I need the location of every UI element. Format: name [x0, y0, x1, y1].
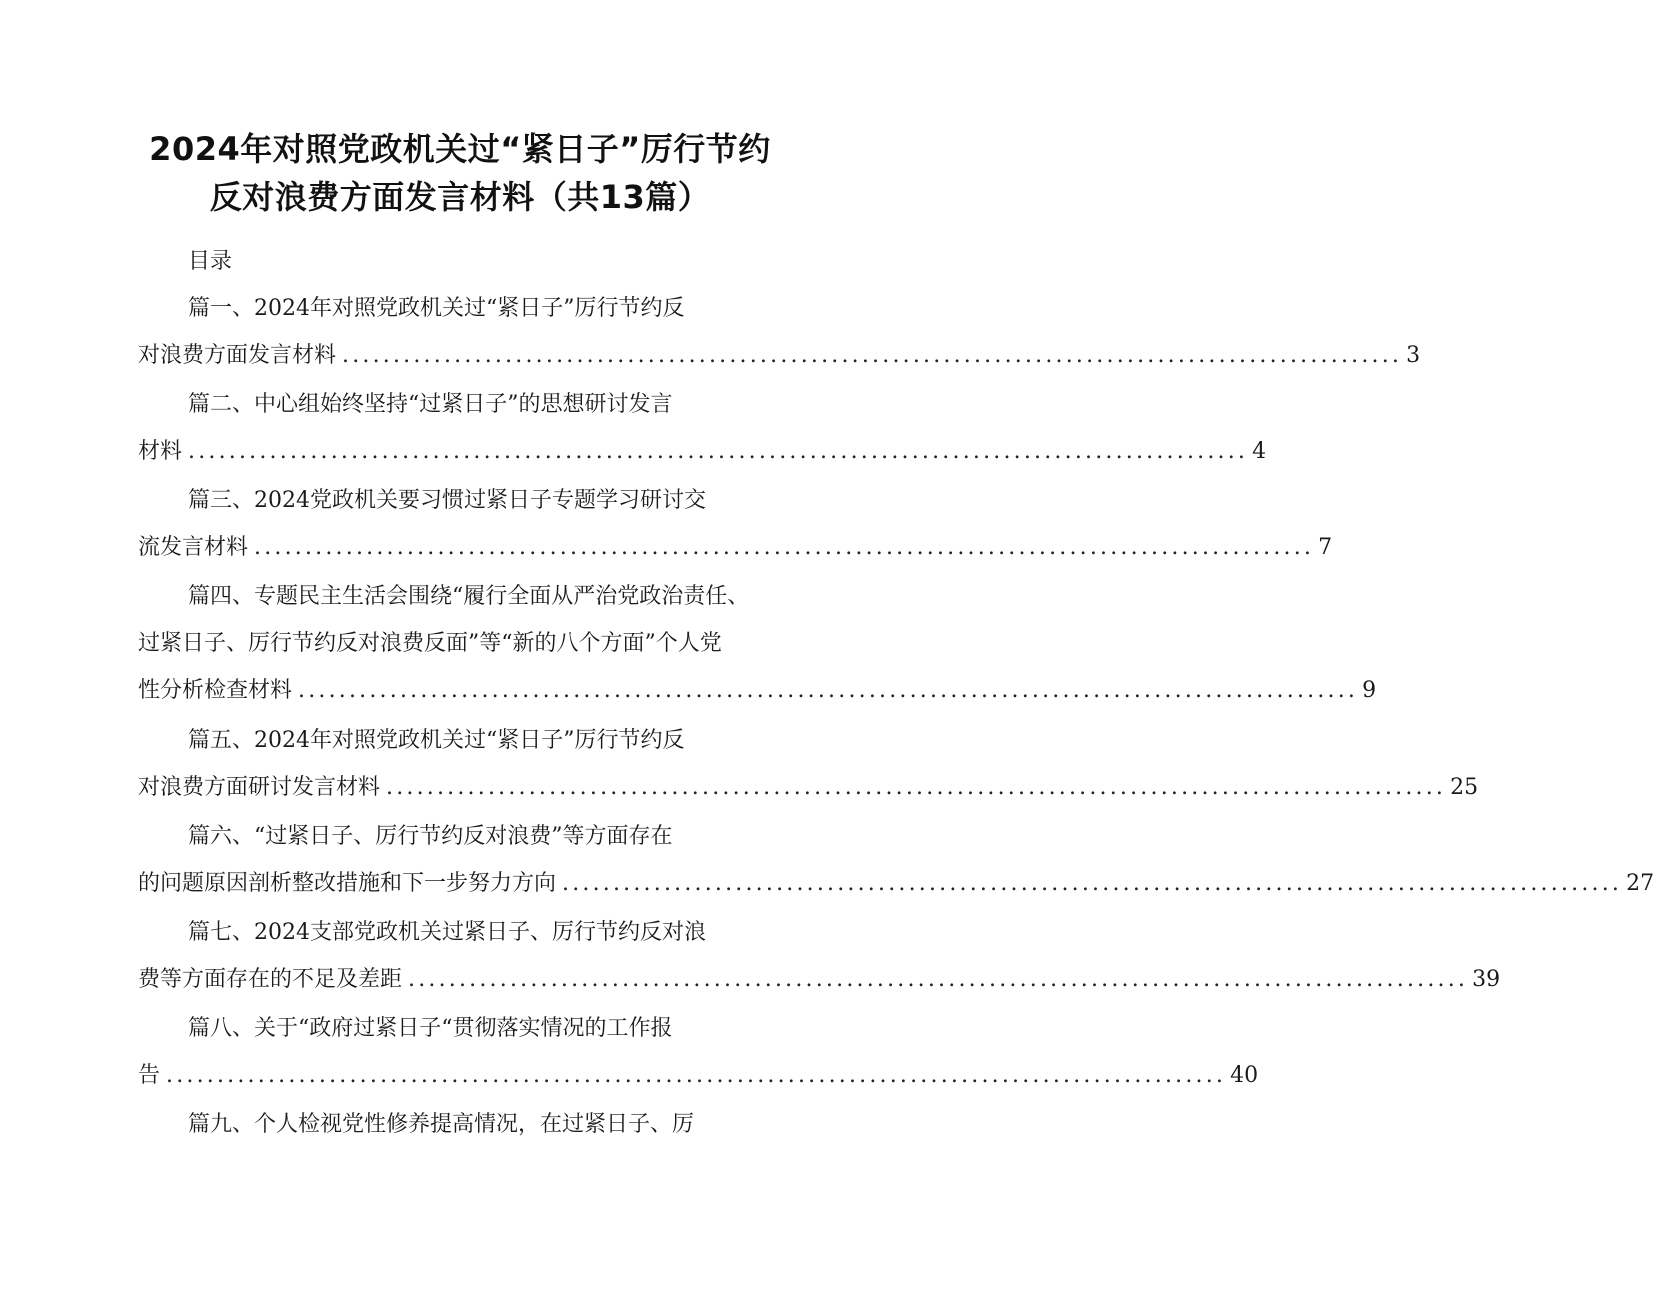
leader-dots: ........................................................................................................: [298, 678, 1359, 703]
toc-entry-1-text: 对浪费方面发言材料: [138, 343, 337, 368]
toc-entry-7-line-1[interactable]: 篇七、2024支部党政机关过紧日子、厉行节约反对浪: [188, 920, 706, 945]
leader-dots: ........................................................................................................: [562, 871, 1623, 896]
toc-entry-5-page: 25: [1450, 775, 1479, 800]
toc-entry-2-line-1[interactable]: 篇二、中心组始终坚持“过紧日子”的思想研讨发言: [188, 392, 673, 417]
toc-entry-3-last-line[interactable]: [138, 533, 1333, 563]
toc-entry-4-line-1[interactable]: 篇四、专题民主生活会围绕“履行全面从严治党政治责任、: [188, 584, 750, 609]
leader-dots: ........................................................................................................: [188, 439, 1249, 464]
toc-entry-4-last-line[interactable]: [138, 676, 1377, 706]
toc-entry-8-text: 告: [138, 1063, 161, 1088]
toc-entry-8-page: 40: [1230, 1063, 1259, 1088]
toc-entry-3-text: 流发言材料: [138, 535, 249, 560]
document-title-line-2: 反对浪费方面发言材料（共13篇）: [209, 178, 711, 216]
toc-entry-6-last-line[interactable]: [138, 869, 1654, 899]
toc-entry-6-page: 27: [1626, 871, 1654, 896]
toc-entry-3-line-1[interactable]: 篇三、2024党政机关要习惯过紧日子专题学习研讨交: [188, 488, 706, 513]
toc-entry-1-page: 3: [1406, 343, 1421, 368]
toc-entry-5-last-line[interactable]: [138, 773, 1479, 803]
toc-entry-3-page: 7: [1318, 535, 1333, 560]
toc-entry-5-line-1[interactable]: 篇五、2024年对照党政机关过“紧日子”厉行节约反: [188, 728, 685, 753]
toc-entry-9-line-1[interactable]: 篇九、个人检视党性修养提高情况，在过紧日子、厉: [188, 1112, 695, 1137]
toc-entry-2-last-line[interactable]: [138, 437, 1267, 467]
toc-heading: 目录: [188, 249, 233, 274]
toc-entry-6-line-1[interactable]: 篇六、“过紧日子、厉行节约反对浪费”等方面存在: [188, 824, 673, 849]
leader-dots: ........................................................................................................: [166, 1063, 1227, 1088]
toc-entry-1-last-line[interactable]: [138, 341, 1421, 371]
toc-entry-1-line-1[interactable]: 篇一、2024年对照党政机关过“紧日子”厉行节约反: [188, 296, 685, 321]
toc-entry-2-page: 4: [1252, 439, 1267, 464]
document-title-line-1: 2024年对照党政机关过“紧日子”厉行节约: [149, 130, 771, 168]
toc-entry-4-text: 性分析检查材料: [138, 678, 293, 703]
leader-dots: ........................................................................................................: [386, 775, 1447, 800]
toc-entry-4-line-2[interactable]: 过紧日子、厉行节约反对浪费反面”等“新的八个方面”个人党: [138, 631, 722, 656]
toc-entry-4-page: 9: [1362, 678, 1377, 703]
leader-dots: ........................................................................................................: [342, 343, 1403, 368]
toc-entry-7-text: 费等方面存在的不足及差距: [138, 967, 403, 992]
toc-entry-8-last-line[interactable]: [138, 1061, 1259, 1091]
toc-entry-7-page: 39: [1472, 967, 1501, 992]
toc-entry-6-text: 的问题原因剖析整改措施和下一步努力方向: [138, 871, 557, 896]
leader-dots: ........................................................................................................: [254, 535, 1315, 560]
toc-entry-7-last-line[interactable]: [138, 965, 1501, 995]
toc-entry-5-text: 对浪费方面研讨发言材料: [138, 775, 381, 800]
toc-entry-2-text: 材料: [138, 439, 183, 464]
toc-entry-8-line-1[interactable]: 篇八、关于“政府过紧日子“贯彻落实情况的工作报: [188, 1016, 673, 1041]
leader-dots: ........................................................................................................: [408, 967, 1469, 992]
